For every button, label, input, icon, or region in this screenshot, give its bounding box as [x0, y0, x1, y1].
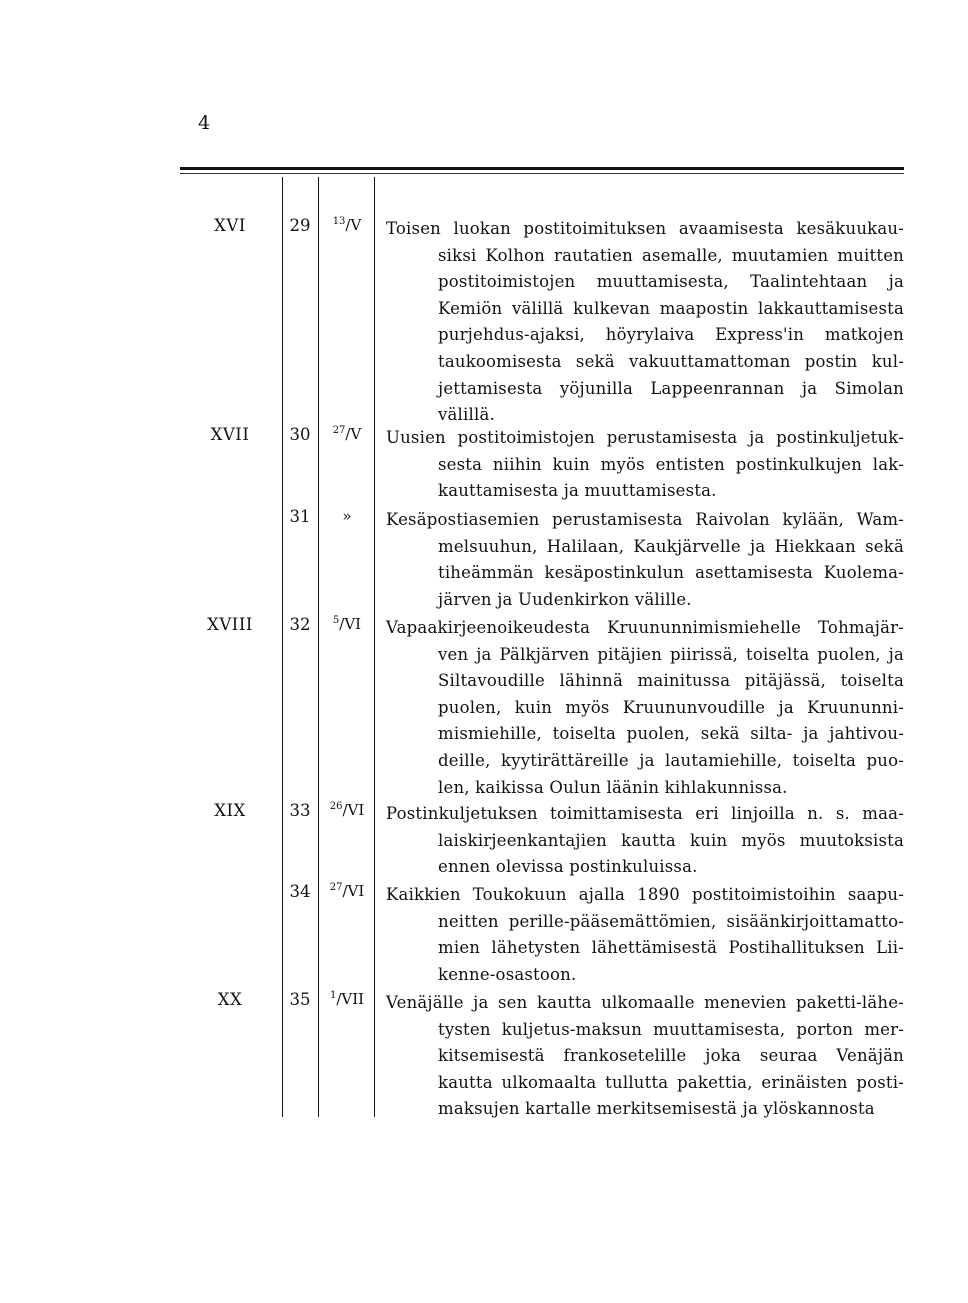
- entry-date-month: /VI: [342, 801, 365, 819]
- column-divider-3: [374, 177, 375, 1117]
- entry-text: [386, 507, 904, 613]
- entry-text-line: Vapaakirjeenoikeudesta Kruununnimismiehelle Tohmajär-: [386, 618, 904, 637]
- entry-text-line: taukoomisesta sekä vakuuttamattoman postin kul-: [438, 351, 904, 371]
- entry-number: 34: [289, 882, 311, 901]
- entry-date-day: 13: [332, 216, 346, 227]
- entry-text-line: postitoimistojen muuttamisesta, Taalintehtaan ja: [438, 272, 904, 292]
- entry-text-line: deille, kyytirättäreille ja lautamiehille, toiselta puo-: [438, 750, 904, 770]
- entry-date-day: 5: [332, 615, 340, 626]
- entry-date-day: 27: [332, 425, 346, 436]
- header-rule: [180, 167, 904, 170]
- header-rule-thin: [180, 173, 904, 174]
- entry-text-line: välillä.: [438, 405, 495, 425]
- entry-text: [386, 216, 904, 429]
- entry-text-line: Kesäpostiasemien perustamisesta Raivolan kylään, Wam-: [386, 510, 904, 529]
- entry-number: 35: [289, 990, 311, 1009]
- entry-text: [386, 801, 904, 881]
- entry-text-line: purjehdus-ajaksi, höyrylaiva Express'in matkojen: [438, 325, 904, 345]
- entry-text-line: siksi Kolhon rautatien asemalle, muutamien muitten: [438, 245, 904, 265]
- entry-text-line: melsuuhun, Halilaan, Kaukjärvelle ja Hiekkaan sekä: [438, 536, 904, 556]
- entry-date: [320, 615, 374, 633]
- entry-text-line: Toisen luokan postitoimituksen avaamisesta kesäkuukau-: [386, 219, 904, 238]
- entry-text: [386, 990, 904, 1123]
- entry-text-line: järven ja Uudenkirkon välille.: [438, 589, 692, 609]
- entry-text-line: Siltavoudille lähinnä mainitussa pitäjässä, toiselta: [438, 671, 904, 691]
- entry-text-line: Venäjälle ja sen kautta ulkomaalle menevien paketti-lähe-: [386, 993, 904, 1012]
- column-divider-2: [318, 177, 319, 1117]
- entry-text-line: maksujen kartalle merkitsemisestä ja ylöskannosta: [438, 1099, 875, 1119]
- entry-text-line: Kaikkien Toukokuun ajalla 1890 postitoimistoihin saapu-: [386, 885, 904, 904]
- entry-text-line: sesta niihin kuin myös entisten postinkulkujen lak-: [438, 454, 904, 474]
- entry-text-line: Kemiön välillä kulkevan maapostin lakkauttamisesta: [438, 298, 904, 318]
- entry-date: [320, 216, 374, 234]
- page-number: 4: [198, 112, 211, 134]
- entry-text-line: kauttamisesta ja muuttamisesta.: [438, 481, 717, 501]
- entry-date-day: 1: [329, 990, 337, 1001]
- entry-text-line: tiheämmän kesäpostinkulun asettamisesta Kuolema-: [438, 563, 904, 583]
- entry-text-line: puolen, kuin myös Kruununvoudille ja Kruununni-: [438, 697, 904, 717]
- entry-text-line: kautta ulkomaalta tullutta pakettia, erinäisten posti-: [438, 1072, 904, 1092]
- entry-date-day: 26: [329, 801, 343, 812]
- entry-text-line: Postinkuljetuksen toimittamisesta eri linjoilla n. s. maa-: [386, 804, 904, 823]
- entry-text: [386, 615, 904, 801]
- entry-date-month: /VII: [336, 990, 365, 1008]
- entry-date-month: /VI: [339, 615, 362, 633]
- entry-date: [320, 990, 374, 1008]
- entry-date-month: /V: [345, 216, 362, 234]
- entry-number: 30: [289, 425, 311, 444]
- entry-text: [386, 882, 904, 988]
- entry-text-line: laiskirjeenkantajien kautta kuin myös muutoksista: [438, 830, 904, 850]
- entry-date: [320, 425, 374, 443]
- entry-text-line: Uusien postitoimistojen perustamisesta ja postinkuljetuk-: [386, 428, 904, 447]
- entry-text-line: kenne-osastoon.: [438, 964, 577, 984]
- column-divider-1: [282, 177, 283, 1117]
- entry-roman-numeral: XVIII: [207, 615, 253, 634]
- entry-date: [320, 882, 374, 900]
- entry-number: 29: [289, 216, 311, 235]
- entry-date: [320, 507, 374, 525]
- entry-text: [386, 425, 904, 505]
- entry-date-month: /VI: [342, 882, 365, 900]
- entry-number: 32: [289, 615, 311, 634]
- entry-roman-numeral: XX: [217, 990, 243, 1009]
- entry-text-line: ennen olevissa postinkuluissa.: [438, 857, 698, 877]
- entry-text-line: tysten kuljetus-maksun muuttamisesta, porton mer-: [438, 1019, 904, 1039]
- entry-date-day: 27: [329, 882, 343, 893]
- entry-text-line: mismiehille, toiselta puolen, sekä silta- ja jahtivou-: [438, 724, 904, 744]
- entry-roman-numeral: XIX: [214, 801, 246, 820]
- entry-date: [320, 801, 374, 819]
- entry-number: 33: [289, 801, 311, 820]
- entry-text-line: jettamisesta yöjunilla Lappeenrannan ja Simolan: [438, 378, 904, 398]
- entry-text-line: len, kaikissa Oulun läänin kihlakunnissa.: [438, 777, 788, 797]
- entry-number: 31: [289, 507, 311, 526]
- entry-date-month: /V: [345, 425, 362, 443]
- entry-text-line: mien lähetysten lähettämisestä Postihallituksen Lii-: [438, 938, 904, 958]
- entry-text-line: neitten perille-pääsemättömien, sisäänkirjoittamatto-: [438, 911, 904, 931]
- entry-text-line: kitsemisestä frankosetelille joka seuraa Venäjän: [438, 1046, 904, 1066]
- entry-roman-numeral: XVII: [210, 425, 250, 444]
- entry-roman-numeral: XVI: [214, 216, 246, 235]
- entry-text-line: ven ja Pälkjärven pitäjien piirissä, toiselta puolen, ja: [438, 644, 904, 664]
- entry-date-month: »: [342, 507, 352, 525]
